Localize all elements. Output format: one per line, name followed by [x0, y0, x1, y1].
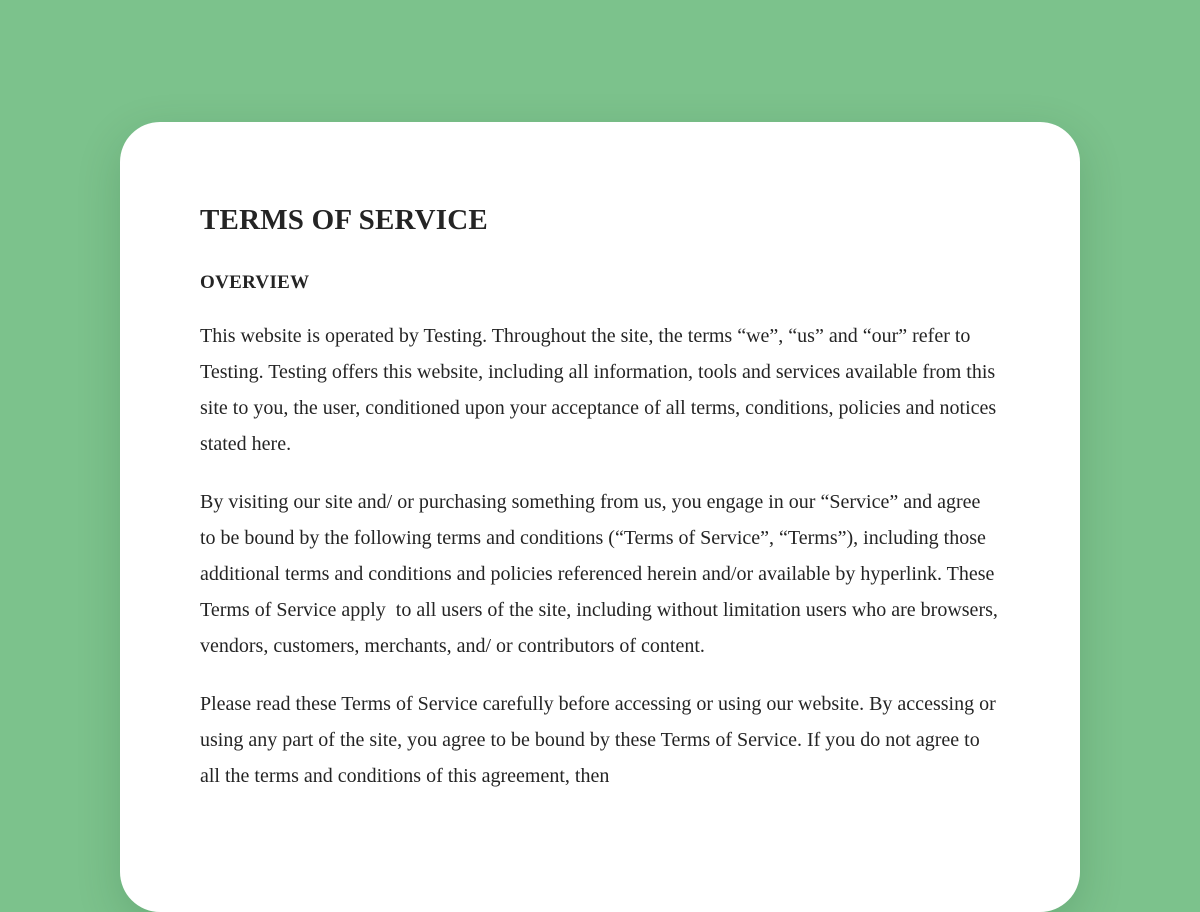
paragraph-operated-by: This website is operated by Testing. Throughout the site, the terms “we”, “us” and “our” refer to Testing. Testing offers this website, including all information, tools and services available from this site to you, the user, conditioned upon your acceptance of all terms, conditions, policies and notices stated here. [200, 325, 1002, 455]
terms-card [120, 122, 1080, 912]
paragraph-service-terms: By visiting our site and/ or purchasing something from us, you engage in our “Service” and agree to be bound by the following terms and conditions (“Terms of Service”, “Terms”), including those additional terms and conditions and policies referenced herein and/or available by hyperlink. These Terms of Service apply to all users of the site, including without limitation users who are browsers, vendors, customers, merchants, and/ or contributors of content. [200, 491, 1003, 657]
section-heading-overview: OVERVIEW [200, 272, 310, 293]
page-title: TERMS OF SERVICE [200, 204, 488, 236]
paragraph-read-carefully: Please read these Terms of Service carefully before accessing or using our website. By accessing or using any part of the site, you agree to be bound by these Terms of Service. If you do not agree to all the terms and conditions of this agreement, then [200, 693, 1001, 787]
